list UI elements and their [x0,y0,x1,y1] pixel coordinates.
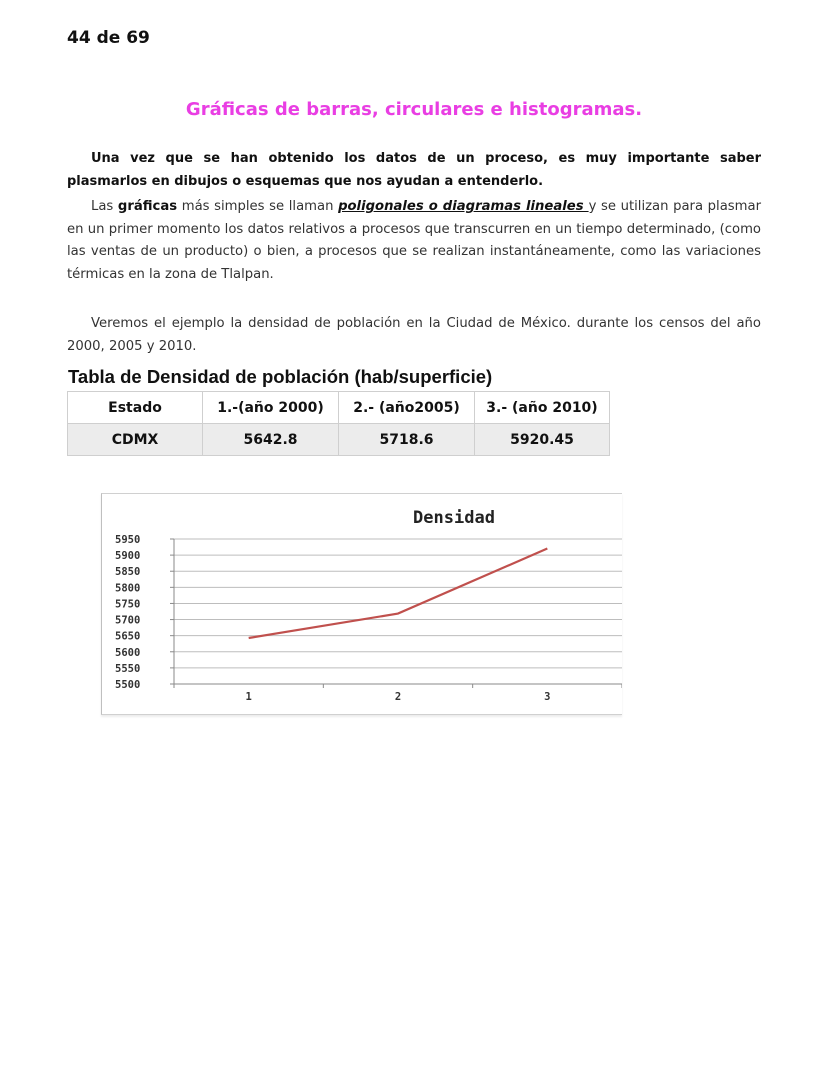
table-row [68,424,610,456]
y-tick-label: 5800 [115,582,141,595]
y-tick-label: 5900 [115,550,141,563]
linear-diagrams-term: poligonales o diagramas lineales [338,199,589,214]
table-cell: CDMX [68,424,203,456]
x-tick-label: 3 [544,691,551,703]
y-tick-label: 5650 [115,630,141,643]
x-tick-label: 1 [245,691,252,703]
table-cell: 5718.6 [339,424,475,456]
y-tick-label: 5500 [115,679,141,691]
density-chart-svg [102,494,622,714]
y-tick-label: 5600 [115,646,141,659]
graphs-text-a: Las [91,199,118,214]
y-tick-label: 5700 [115,614,141,627]
density-table [67,391,610,456]
table-header-cell: 2.- (año2005) [339,392,475,424]
section-title: Gráficas de barras, circulares e histogramas. [185,99,643,120]
table-title: Tabla de Densidad de población (hab/superficie) [68,366,493,387]
table-header-cell: 3.- (año 2010) [475,392,610,424]
graphs-bold-term: gráficas [117,199,178,214]
table-cell: 5920.45 [475,424,610,456]
table-header-cell: Estado [68,392,203,424]
series-line [249,549,548,638]
graphs-text-c: y se utilizan para plasmar en un primer momento los datos relativos a procesos que transcurren en un tiempo determinado, (como las ventas de un producto) o bien, a procesos que se realizan instantáneamente, como las variaciones térmicas en la zona de Tlalpan. [67,199,762,282]
chart-title: Densidad [413,508,495,528]
page-number: 44 de 69 [67,28,150,48]
table-header-cell: 1.-(año 2000) [203,392,339,424]
y-tick-label: 5850 [115,566,141,579]
x-tick-label: 2 [394,691,402,703]
graphs-paragraph [67,196,761,286]
y-tick-label: 5550 [115,662,141,675]
intro-paragraph: Una vez que se han obtenido los datos de un proceso, es muy importante saber plasmarlos en dibujos o esquemas que nos ayudan a entenderlo. [67,151,761,189]
y-tick-label: 5750 [115,598,141,611]
density-chart [101,493,622,715]
table-header-row [68,392,610,424]
graphs-text-b: más simples se llaman [177,199,339,214]
y-tick-label: 5950 [115,534,141,546]
table-cell: 5642.8 [203,424,339,456]
example-paragraph: Veremos el ejemplo la densidad de población en la Ciudad de México. durante los censos del año 2000, 2005 y 2010. [67,316,761,354]
